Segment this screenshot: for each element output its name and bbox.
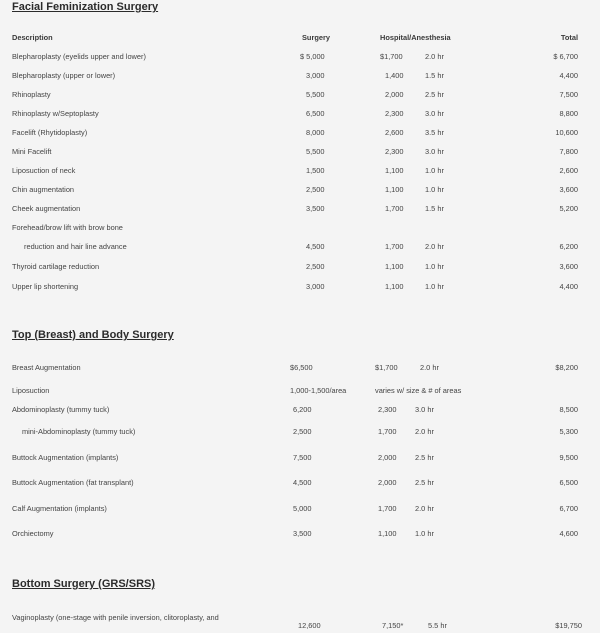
row-surgery-cost: 6,500	[306, 109, 325, 118]
row-hospital-cost: 2,300	[385, 147, 404, 156]
row-description: mini-Abdominoplasty (tummy tuck)	[22, 427, 136, 436]
row-surgery-cost: $6,500	[290, 363, 313, 372]
row-total: $ 6,700	[553, 52, 578, 61]
row-duration: 1.0 hr	[415, 529, 434, 538]
row-hospital-cost: 1,100	[385, 185, 404, 194]
section-title-body: Top (Breast) and Body Surgery	[12, 329, 174, 341]
row-hospital-cost: 1,700	[378, 427, 397, 436]
row-hospital-cost: 1,100	[385, 282, 404, 291]
row-total: 6,200	[559, 242, 578, 251]
row-description: Vaginoplasty (one-stage with penile inversion, clitoroplasty, and	[12, 613, 219, 622]
row-duration: 1.0 hr	[425, 185, 444, 194]
row-total: 5,300	[559, 427, 578, 436]
row-duration: 2.5 hr	[415, 453, 434, 462]
row-surgery-cost: 1,000-1,500/area	[290, 386, 347, 395]
column-header-surgery: Surgery	[302, 33, 330, 42]
row-surgery-cost: 3,000	[306, 282, 325, 291]
row-hospital-cost: 7,150*	[382, 621, 404, 630]
row-hospital-cost: varies w/ size & # of areas	[375, 386, 462, 395]
row-total: 9,500	[559, 453, 578, 462]
row-description: Rhinoplasty	[12, 90, 51, 99]
row-surgery-cost: 12,600	[298, 621, 321, 630]
row-duration: 1.0 hr	[425, 166, 444, 175]
row-surgery-cost: 4,500	[306, 242, 325, 251]
row-surgery-cost: 6,200	[293, 405, 312, 414]
row-hospital-cost: 2,000	[385, 90, 404, 99]
row-surgery-cost: 2,500	[306, 185, 325, 194]
row-duration: 2.0 hr	[425, 242, 444, 251]
row-hospital-cost: 1,400	[385, 71, 404, 80]
row-surgery-cost: $ 5,000	[300, 52, 325, 61]
row-description: Abdominoplasty (tummy tuck)	[12, 405, 110, 414]
row-total: $8,200	[555, 363, 578, 372]
row-total: 2,600	[559, 166, 578, 175]
row-hospital-cost: $1,700	[375, 363, 398, 372]
row-hospital-cost: 1,700	[385, 204, 404, 213]
row-surgery-cost: 2,500	[293, 427, 312, 436]
row-duration: 1.0 hr	[425, 282, 444, 291]
row-surgery-cost: 3,000	[306, 71, 325, 80]
row-duration: 1.5 hr	[425, 71, 444, 80]
row-description: Chin augmentation	[12, 185, 75, 194]
row-description: Liposuction	[12, 386, 50, 395]
row-description: Upper lip shortening	[12, 282, 79, 291]
column-header-description: Description	[12, 33, 53, 42]
row-total: 7,800	[559, 147, 578, 156]
column-header-total: Total	[560, 33, 578, 42]
row-surgery-cost: 3,500	[293, 529, 312, 538]
row-hospital-cost: 1,100	[378, 529, 397, 538]
row-duration: 3.0 hr	[425, 109, 444, 118]
row-surgery-cost: 4,500	[293, 478, 312, 487]
row-total: 4,400	[559, 71, 578, 80]
row-hospital-cost: $1,700	[380, 52, 403, 61]
row-description: reduction and hair line advance	[24, 242, 127, 251]
row-total: 7,500	[559, 90, 578, 99]
row-hospital-cost: 2,300	[378, 405, 397, 414]
column-header-hospital: Hospital/Anesthesia	[380, 33, 451, 42]
row-description: Buttock Augmentation (implants)	[12, 453, 119, 462]
row-hospital-cost: 1,100	[385, 166, 404, 175]
section-title-facial: Facial Feminization Surgery	[12, 1, 159, 13]
row-total: 5,200	[559, 204, 578, 213]
row-duration: 3.0 hr	[425, 147, 444, 156]
row-duration: 3.5 hr	[425, 128, 444, 137]
row-total: 6,700	[559, 504, 578, 513]
row-duration: 2.0 hr	[425, 52, 444, 61]
row-duration: 5.5 hr	[428, 621, 447, 630]
row-duration: 2.0 hr	[420, 363, 439, 372]
row-hospital-cost: 1,700	[385, 242, 404, 251]
row-description: Buttock Augmentation (fat transplant)	[12, 478, 134, 487]
row-total: 3,600	[559, 262, 578, 271]
row-description: Blepharoplasty (eyelids upper and lower)	[12, 52, 146, 61]
row-description: Thyroid cartilage reduction	[12, 262, 100, 271]
row-hospital-cost: 1,100	[385, 262, 404, 271]
row-description: Mini Facelift	[12, 147, 52, 156]
row-total: 4,600	[559, 529, 578, 538]
row-surgery-cost: 5,500	[306, 90, 325, 99]
row-hospital-cost: 2,300	[385, 109, 404, 118]
row-total: 10,600	[555, 128, 578, 137]
row-hospital-cost: 2,600	[385, 128, 404, 137]
row-hospital-cost: 2,000	[378, 478, 397, 487]
row-total: 3,600	[559, 185, 578, 194]
row-surgery-cost: 3,500	[306, 204, 325, 213]
row-description: Rhinoplasty w/Septoplasty	[12, 109, 99, 118]
section-title-bottom: Bottom Surgery (GRS/SRS)	[12, 578, 156, 590]
row-duration: 2.0 hr	[415, 504, 434, 513]
row-surgery-cost: 7,500	[293, 453, 312, 462]
row-duration: 3.0 hr	[415, 405, 434, 414]
row-surgery-cost: 5,500	[306, 147, 325, 156]
row-hospital-cost: 1,700	[378, 504, 397, 513]
row-total: 8,500	[559, 405, 578, 414]
row-description: Facelift (Rhytidoplasty)	[12, 128, 88, 137]
row-description: Liposuction of neck	[12, 166, 76, 175]
row-total: 4,400	[559, 282, 578, 291]
row-duration: 2.0 hr	[415, 427, 434, 436]
row-description: Forehead/brow lift with brow bone	[12, 223, 123, 232]
row-duration: 2.5 hr	[415, 478, 434, 487]
row-total: 6,500	[559, 478, 578, 487]
row-total: $19,750	[555, 621, 582, 630]
row-description: Orchiectomy	[12, 529, 54, 538]
row-surgery-cost: 5,000	[293, 504, 312, 513]
row-surgery-cost: 1,500	[306, 166, 325, 175]
row-total: 8,800	[559, 109, 578, 118]
row-description: Cheek augmentation	[12, 204, 81, 213]
row-surgery-cost: 8,000	[306, 128, 325, 137]
row-description: Calf Augmentation (implants)	[12, 504, 107, 513]
row-hospital-cost: 2,000	[378, 453, 397, 462]
row-duration: 2.5 hr	[425, 90, 444, 99]
row-description: Breast Augmentation	[12, 363, 81, 372]
row-duration: 1.5 hr	[425, 204, 444, 213]
row-surgery-cost: 2,500	[306, 262, 325, 271]
row-duration: 1.0 hr	[425, 262, 444, 271]
row-description: Blepharoplasty (upper or lower)	[12, 71, 116, 80]
